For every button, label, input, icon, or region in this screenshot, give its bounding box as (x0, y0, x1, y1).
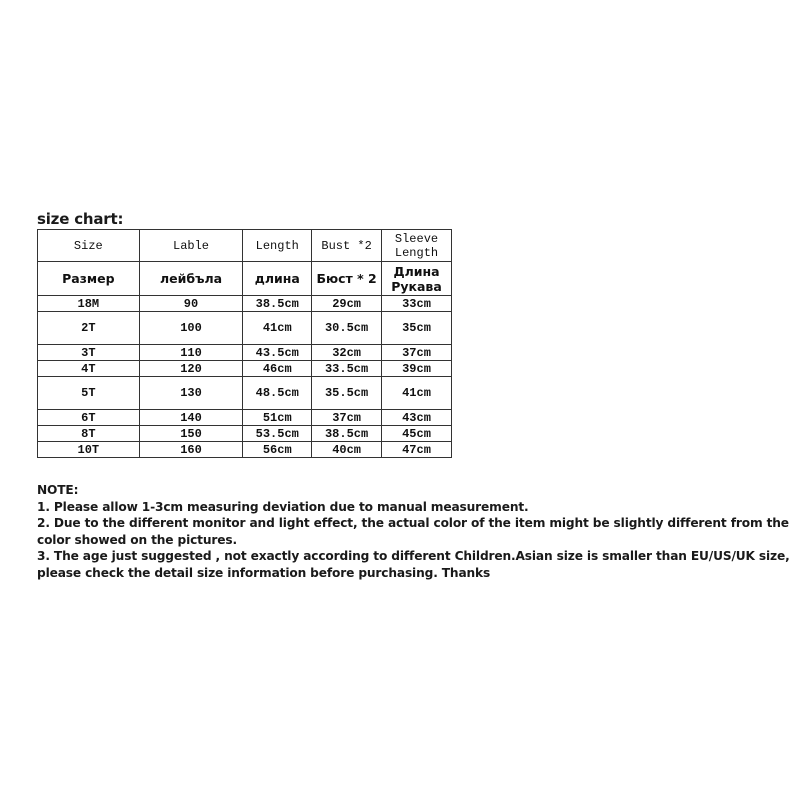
cell-bust: 37cm (312, 410, 382, 426)
cell-bust: 38.5cm (312, 426, 382, 442)
cell-sleeve: 41cm (382, 377, 452, 410)
table-row (38, 377, 452, 410)
cell-label: 120 (139, 361, 243, 377)
notes-heading: NOTE: (37, 483, 79, 497)
size-chart-table (37, 229, 452, 458)
header-size-ru: Размер (38, 262, 140, 296)
cell-sleeve: 33cm (382, 296, 452, 312)
cell-label: 90 (139, 296, 243, 312)
cell-length: 41cm (243, 312, 312, 345)
table-row (38, 312, 452, 345)
cell-length: 51cm (243, 410, 312, 426)
cell-size: 8T (38, 426, 140, 442)
header-sleeve-length-ru: Длина Рукава (382, 262, 452, 296)
cell-size: 2T (38, 312, 140, 345)
cell-length: 56cm (243, 442, 312, 458)
header-length: Length (243, 230, 312, 262)
header-bust: Bust *2 (312, 230, 382, 262)
table-row (38, 361, 452, 377)
cell-size: 5T (38, 377, 140, 410)
cell-sleeve: 47cm (382, 442, 452, 458)
note-item: 1. Please allow 1-3cm measuring deviation due to manual measurement. (37, 499, 529, 514)
cell-label: 150 (139, 426, 243, 442)
cell-label: 100 (139, 312, 243, 345)
note-item: 2. Due to the different monitor and light effect, the actual color of the item might be slightly different from the color showed on the pictures. (37, 516, 789, 547)
cell-bust: 29cm (312, 296, 382, 312)
header-row-english (38, 230, 452, 262)
table-row (38, 426, 452, 442)
cell-sleeve: 45cm (382, 426, 452, 442)
cell-size: 18M (38, 296, 140, 312)
header-label: Lable (139, 230, 243, 262)
cell-sleeve: 37cm (382, 345, 452, 361)
cell-label: 130 (139, 377, 243, 410)
table-row (38, 345, 452, 361)
header-size: Size (38, 230, 140, 262)
cell-label: 160 (139, 442, 243, 458)
note-item: 3. The age just suggested , not exactly according to different Children.Asian size is smaller than EU/US/UK size, please check the detail size information before purchasing. Thanks (37, 549, 790, 580)
cell-sleeve: 35cm (382, 312, 452, 345)
cell-bust: 33.5cm (312, 361, 382, 377)
cell-size: 6T (38, 410, 140, 426)
cell-length: 48.5cm (243, 377, 312, 410)
header-row-russian (38, 262, 452, 296)
notes-section (37, 482, 797, 581)
cell-bust: 35.5cm (312, 377, 382, 410)
cell-sleeve: 39cm (382, 361, 452, 377)
table-row (38, 442, 452, 458)
cell-label: 110 (139, 345, 243, 361)
cell-bust: 30.5cm (312, 312, 382, 345)
cell-length: 53.5cm (243, 426, 312, 442)
cell-bust: 32cm (312, 345, 382, 361)
cell-size: 10T (38, 442, 140, 458)
table-row (38, 410, 452, 426)
cell-label: 140 (139, 410, 243, 426)
cell-bust: 40cm (312, 442, 382, 458)
cell-length: 46cm (243, 361, 312, 377)
header-sleeve-length: Sleeve Length (382, 230, 452, 262)
cell-size: 3T (38, 345, 140, 361)
header-length-ru: длина (243, 262, 312, 296)
cell-sleeve: 43cm (382, 410, 452, 426)
cell-length: 38.5cm (243, 296, 312, 312)
cell-size: 4T (38, 361, 140, 377)
size-chart-title: size chart: (37, 210, 124, 228)
header-label-ru: лейбъла (139, 262, 243, 296)
table-row (38, 296, 452, 312)
header-bust-ru: Бюст * 2 (312, 262, 382, 296)
cell-length: 43.5cm (243, 345, 312, 361)
